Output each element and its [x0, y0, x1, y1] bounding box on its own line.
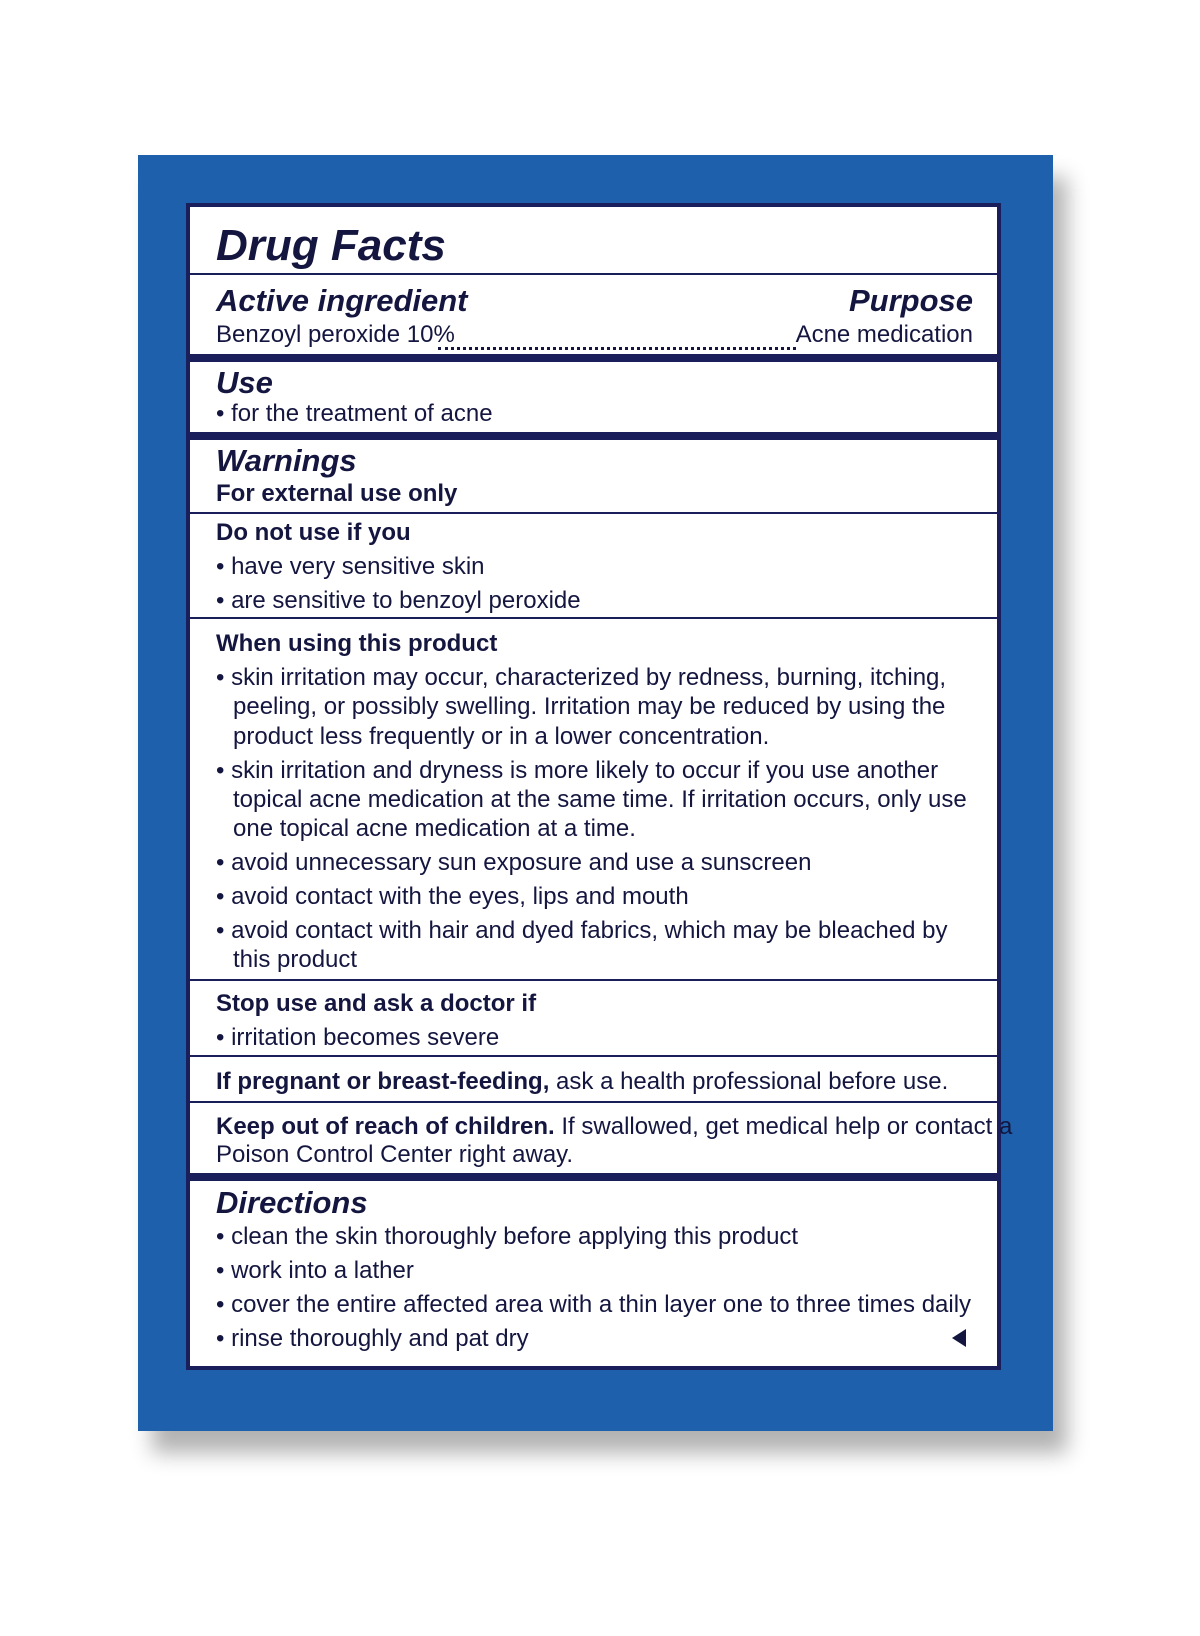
divider [190, 273, 997, 275]
when-using-item: • skin irritation and dryness is more likely to occur if you use another [216, 757, 939, 784]
divider [190, 432, 997, 440]
do-not-use-heading: Do not use if you [216, 519, 411, 546]
divider [190, 617, 997, 619]
stop-use-item: • irritation becomes severe [216, 1024, 500, 1051]
external-use-text: For external use only [216, 480, 458, 507]
divider [190, 1101, 997, 1103]
when-using-item: • avoid contact with the eyes, lips and mouth [216, 883, 689, 910]
directions-item: • cover the entire affected area with a thin layer one to three times daily [216, 1291, 972, 1318]
children-warning-cont: Poison Control Center right away. [216, 1141, 574, 1168]
stop-use-heading: Stop use and ask a doctor if [216, 990, 537, 1017]
use-heading: Use [216, 365, 273, 400]
active-ingredient-name: Benzoyl peroxide 10% [216, 321, 455, 348]
active-ingredient-heading: Active ingredient [216, 283, 468, 318]
when-using-item-cont: one topical acne medication at a time. [233, 815, 636, 842]
purpose-heading: Purpose [848, 283, 973, 318]
use-item: • for the treatment of acne [216, 400, 493, 427]
do-not-use-item: • are sensitive to benzoyl peroxide [216, 587, 581, 614]
when-using-item-cont: topical acne medication at the same time. If irritation occurs, only use [233, 786, 967, 813]
when-using-heading: When using this product [216, 630, 498, 657]
warnings-heading: Warnings [216, 443, 357, 478]
divider [190, 1173, 997, 1181]
when-using-item: • skin irritation may occur, characterized by redness, burning, itching, [216, 664, 947, 691]
purpose-text: Acne medication [795, 321, 973, 348]
dot-leader [438, 347, 796, 350]
triangle-left-icon [952, 1329, 966, 1347]
when-using-item: • avoid contact with hair and dyed fabrics, which may be bleached by [216, 917, 948, 944]
pregnancy-warning: If pregnant or breast-feeding, ask a health professional before use. [216, 1068, 949, 1095]
drug-facts-panel [186, 203, 1013, 1370]
divider [190, 354, 997, 362]
directions-heading: Directions [216, 1185, 368, 1220]
when-using-item-cont: product less frequently or in a lower concentration. [233, 723, 770, 750]
drug-facts-card [138, 155, 1053, 1431]
when-using-item-cont: peeling, or possibly swelling. Irritation may be reduced by using the [233, 693, 946, 720]
do-not-use-item: • have very sensitive skin [216, 553, 485, 580]
directions-item: • clean the skin thoroughly before applying this product [216, 1223, 799, 1250]
divider [190, 512, 997, 514]
divider [190, 979, 997, 981]
children-warning: Keep out of reach of children. If swallowed, get medical help or contact a [216, 1113, 1013, 1140]
directions-item: • work into a lather [216, 1257, 414, 1284]
drug-facts-title: Drug Facts [216, 221, 446, 270]
when-using-item: • avoid unnecessary sun exposure and use a sunscreen [216, 849, 812, 876]
directions-item: • rinse thoroughly and pat dry [216, 1325, 529, 1352]
when-using-item-cont: this product [233, 946, 358, 973]
divider [190, 1055, 997, 1057]
